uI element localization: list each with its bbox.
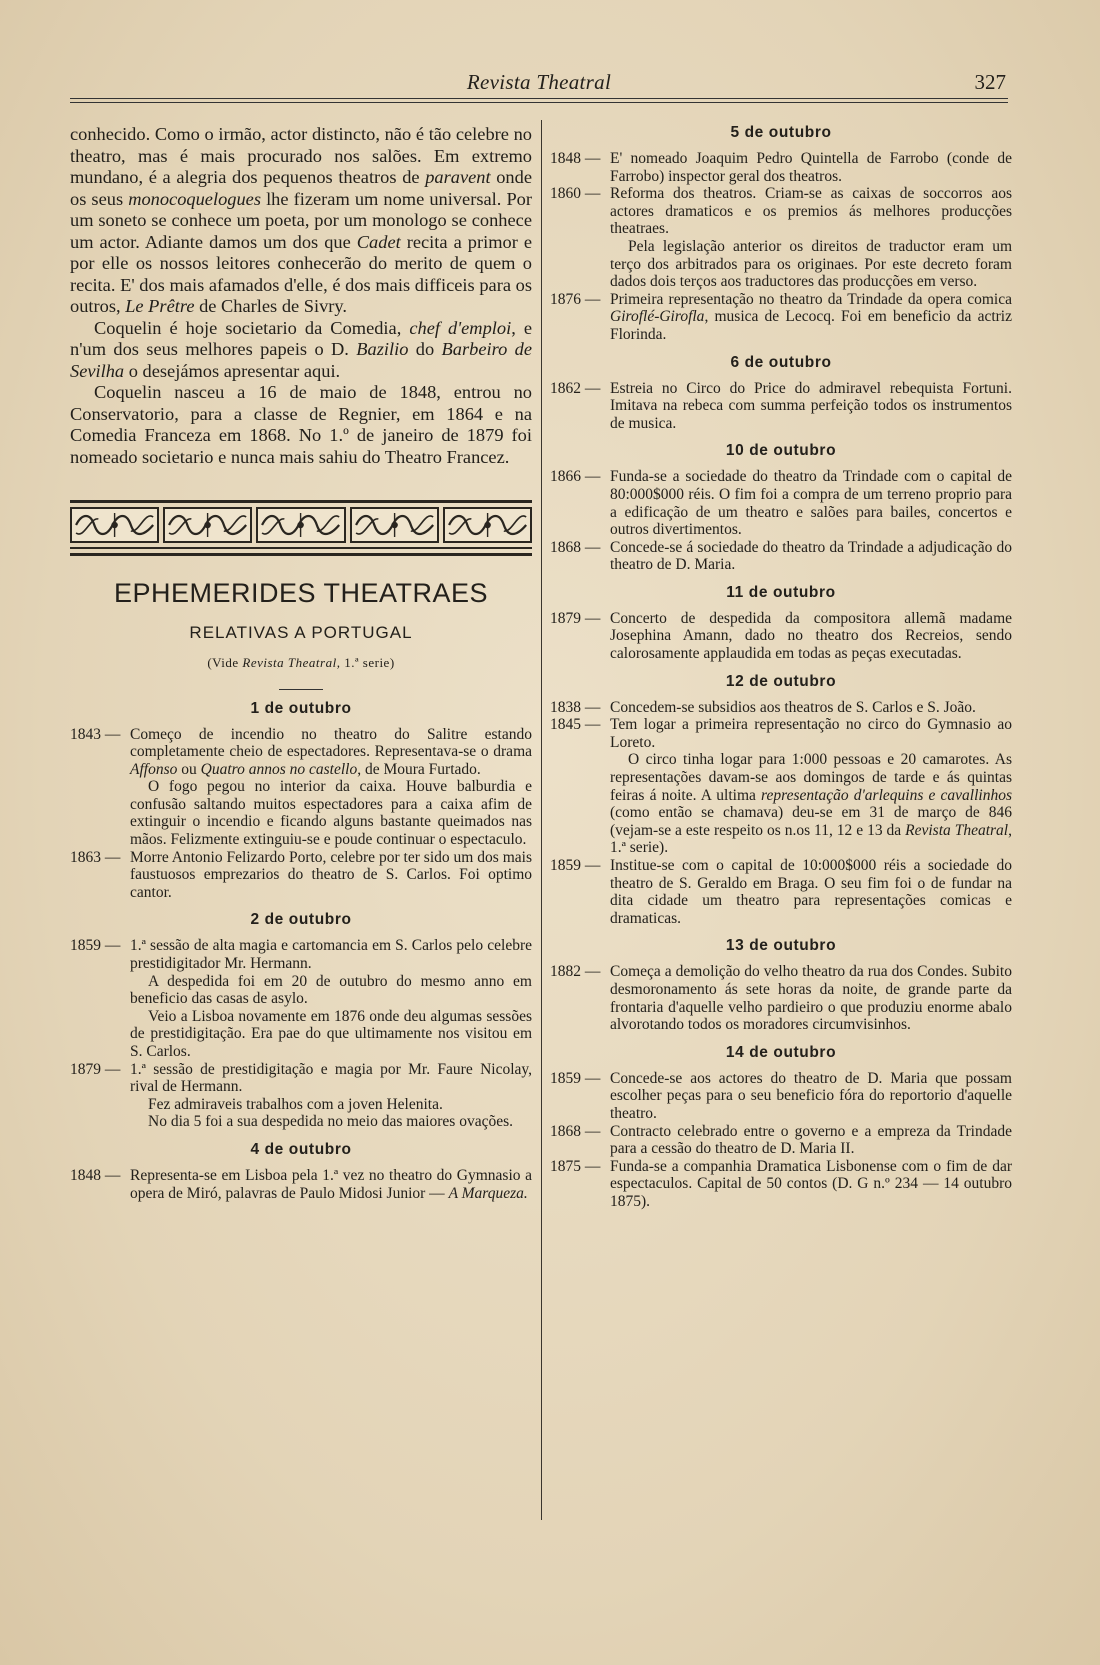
italic-text: Affonso	[130, 760, 178, 778]
text-run: , 1.ª serie).	[610, 821, 1012, 857]
text-run: Institue-se com o capital de 10:000$000 réis a sociedade do theatro de S. Geraldo em Braga. O seu fim foi o de fundar na dita cidade um theatro para representações comicas e dramaticas.	[610, 857, 1012, 927]
ephemeris-entry	[550, 468, 1012, 538]
entry-paragraph	[130, 973, 532, 1008]
entry-paragraph	[130, 778, 532, 848]
text-run: 1.ª sessão de alta magia e cartomancia em S. Carlos pelo celebre prestidigitador Mr. Hermann.	[130, 937, 532, 973]
entry-paragraph	[610, 963, 1012, 1033]
text-run: O fogo pegou no interior da caixa. Houve balburdia e confusão saltando muitos espectadores para a caixa afim de extinguir o incendio e ficando alguns bastante queimados nas mãos. Felizmente extinguiu-se e poude continuar o espectaculo.	[130, 778, 532, 849]
text-run: Coquelin nasceu a 16 de maio de 1848, entrou no Conservatorio, para a classe de Regnier, em 1864 e na Comedia Franceza em 1868. No 1.º de janeiro de 1879 foi nomeado societario e nunca mais sahiu do Theatro Francez.	[70, 382, 532, 467]
text-run: E' nomeado Joaquim Pedro Quintella de Farrobo (conde de Farrobo) inspector geral dos theatros.	[610, 150, 1012, 185]
ornament-fleuron-icon	[70, 507, 159, 543]
entry-text	[610, 1070, 1012, 1123]
text-run: O circo tinha logar para 1:000 pessoas e 20 camarotes. As representações davam-se aos domingos de tarde e ás quintas feiras á noite. A ultima	[610, 751, 1012, 804]
text-run: Fez admiraveis trabalhos com a joven Helenita.	[148, 1095, 443, 1113]
entry-text	[610, 857, 1012, 927]
ephemeris-entry	[550, 380, 1012, 433]
entry-text	[610, 150, 1012, 185]
text-run: recita a primor e por elle os nossos leitores conhecerão do merito de quem o recita. E' dos mais afamados d'elle, é dos mais difficeis para os outros,	[70, 231, 532, 316]
entry-year: 1848 —	[550, 150, 601, 167]
italic-text: Le Prêtre	[125, 296, 195, 316]
ephemerides-left	[70, 700, 532, 1203]
entry-text	[130, 1167, 532, 1202]
ephemeris-entry	[70, 726, 532, 849]
text-run: ou	[177, 760, 201, 778]
italic-text: Revista Theatral	[905, 821, 1009, 839]
entry-text	[610, 291, 1012, 344]
date-heading: 5 de outubro	[730, 124, 832, 141]
ephemeris-entry	[70, 937, 532, 1060]
date-heading: 10 de outubro	[725, 442, 837, 460]
entry-paragraph	[610, 699, 1012, 717]
text-run: Concerto de despedida da compositora allemã madame Josephina Amann, dado no theatro dos Recreios, sendo calorosamente applaudida em todas as peças executadas.	[610, 609, 1012, 663]
entry-paragraph	[610, 1158, 1012, 1211]
section-title: EPHEMERIDES THEATRAES	[113, 577, 489, 608]
entry-year: 1862 —	[550, 379, 601, 397]
italic-text: Giroflé-Girofla	[610, 308, 705, 326]
text-run: , e n'um dos seus melhores papeis o D.	[70, 317, 533, 359]
text-run: Representa-se em Lisboa pela 1.ª vez no theatro do Gymnasio a opera de Miró, palavras de Paulo Midosi Junior —	[130, 1166, 532, 1202]
text-run: Concedem-se subsidios aos theatros de S. Carlos e S. João.	[610, 698, 976, 716]
entry-paragraph	[130, 1096, 532, 1114]
text-run: do	[408, 339, 442, 359]
ephemeris-entry	[550, 185, 1012, 291]
italic-text: A Marqueza.	[448, 1184, 528, 1202]
entry-paragraph	[130, 1167, 532, 1202]
date-heading: 14 de outubro	[725, 1043, 837, 1061]
entry-year: 1875 —	[550, 1157, 601, 1175]
short-rule	[279, 689, 323, 690]
entry-paragraph	[610, 150, 1012, 185]
ornament-fleuron-icon	[443, 507, 532, 543]
entry-year: 1882 —	[550, 963, 601, 981]
entry-text	[130, 726, 532, 849]
date-heading: 6 de outubro	[730, 353, 832, 371]
ephemeris-entry	[550, 150, 1012, 185]
entry-text	[610, 380, 1012, 433]
entry-year: 1859 —	[550, 857, 601, 874]
entry-paragraph	[610, 291, 1012, 344]
entry-year: 1859 —	[550, 1069, 601, 1087]
text-run: (como então se chamava) deu-se em 31 de março de 846 (vejam-se a este respeito os n.os 11, 12 e 13 da	[610, 804, 1012, 839]
ephemeris-entry	[550, 1158, 1012, 1211]
entry-year: 1859 —	[70, 937, 121, 955]
entry-paragraph	[610, 610, 1012, 663]
date-heading: 2 de outubro	[250, 911, 352, 929]
text-run: , musica de Lecocq. Foi em beneficio da actriz Florinda.	[610, 308, 1012, 343]
text-run: Pela legislação anterior os direitos de traductor eram um terço dos arbitrados para os originaes. Por este decreto foram dados dois terços aos traductores das producções em verso.	[610, 237, 1012, 291]
entry-year: 1879 —	[550, 609, 601, 627]
entry-text	[610, 468, 1012, 538]
text-run: conhecido. Como o irmão, actor distincto, não é tão celebre no theatro, mas é mais procurado nos salões. Em extremo mundano, é a alegria dos pequenos theatros de	[70, 124, 532, 187]
entry-text	[610, 963, 1012, 1033]
entry-paragraph	[610, 1123, 1012, 1158]
ephemeris-entry	[550, 699, 1012, 717]
entry-year: 1876 —	[550, 290, 601, 308]
text-run: Morre Antonio Felizardo Porto, celebre por ter sido um dos mais faustuosos emprezarios do theatro de S. Carlos. Foi optimo cantor.	[130, 848, 532, 901]
date-heading: 1 de outubro	[250, 699, 352, 717]
text-run: Concede-se á sociedade do theatro da Trindade a adjudicação do theatro de D. Maria.	[610, 538, 1012, 574]
entry-paragraph	[610, 539, 1012, 574]
header-rule	[70, 98, 1008, 103]
text-run: A despedida foi em 20 de outubro do mesmo anno em beneficio das casas de asylo.	[130, 972, 532, 1008]
paragraph	[70, 318, 532, 383]
entry-paragraph	[130, 937, 532, 972]
text-run: lhe fizeram um nome universal. Por um soneto se conhece um poeta, por um monologo se conhece um actor. Adiante damos um dos que	[70, 188, 532, 252]
entry-year: 1860 —	[550, 185, 601, 203]
date-heading: 12 de outubro	[725, 672, 837, 690]
ephemeris-entry	[70, 1061, 532, 1131]
text-run: o desejámos apresentar aqui.	[124, 360, 341, 381]
entry-year: 1868 —	[550, 538, 601, 556]
entry-text	[610, 699, 1012, 717]
entry-paragraph	[610, 1070, 1012, 1123]
date-heading: 13 de outubro	[725, 937, 837, 955]
running-title: Revista Theatral	[466, 70, 612, 94]
text-run: Coquelin é hoje societario da Comedia,	[94, 317, 410, 338]
ephemeris-entry	[70, 1167, 532, 1202]
text-run: de Charles de Sivry.	[194, 296, 348, 316]
entry-paragraph	[610, 857, 1012, 927]
text-run: Funda-se a companhia Dramatica Lisbonense com o fim de dar espectaculos. Capital de 50 contos (D. G n.º 234 — 14 outubro 1875).	[610, 1157, 1012, 1210]
entry-paragraph	[610, 468, 1012, 538]
text-run: , de Moura Furtado.	[357, 760, 481, 778]
ornament-fleuron-icon	[256, 507, 345, 543]
entry-text	[610, 716, 1012, 857]
entry-paragraph	[610, 185, 1012, 238]
entry-paragraph	[610, 380, 1012, 433]
entry-paragraph	[130, 849, 532, 902]
italic-text: representação d'arlequins e cavallinhos	[761, 786, 1012, 804]
text-run: Concede-se aos actores do theatro de D. Maria que possam escolher peças para o seu beneficio fóra do reportorio d'aquelle theatro.	[610, 1069, 1012, 1122]
ephemeris-entry	[550, 857, 1012, 927]
entry-year: 1863 —	[70, 848, 121, 866]
date-heading: 11 de outubro	[726, 583, 836, 601]
text-run: Reforma dos theatros. Criam-se as caixas de soccorros aos actores dramaticos e os premios ás melhores producções theatraes.	[610, 185, 1012, 238]
entry-year: 1848 —	[70, 1166, 121, 1184]
text-run: Funda-se a sociedade do theatro da Trindade com o capital de 80:000$000 réis. O fim foi a compra de um terreno proprio para a edificação de um theatro e salões para bailes, concertos e outros divertimentos.	[610, 468, 1012, 539]
entry-paragraph	[610, 238, 1012, 291]
italic-text: Cadet	[356, 231, 401, 252]
entry-text	[130, 937, 532, 1060]
entry-paragraph	[610, 751, 1012, 857]
ephemeris-entry	[550, 539, 1012, 574]
text-run: Começo de incendio no theatro do Salitre estando completamente cheio de espectadores. Representava-se o drama	[130, 725, 532, 761]
column-divider	[541, 120, 542, 1520]
entry-text	[610, 1123, 1012, 1158]
ephemeris-entry	[550, 1123, 1012, 1158]
entry-year: 1845 —	[550, 716, 601, 734]
entry-year: 1838 —	[550, 698, 601, 716]
entry-text	[130, 1061, 532, 1131]
italic-text: paravent	[425, 167, 491, 187]
ornament-fleuron-icon	[163, 507, 252, 543]
text-run: onde os seus	[70, 167, 532, 209]
entry-year: 1879 —	[70, 1060, 121, 1078]
ephemeris-entry	[550, 291, 1012, 344]
left-column	[70, 124, 532, 1202]
text-run: 1.ª sessão de prestidigitação e magia por Mr. Faure Nicolay, rival de Hermann.	[130, 1060, 532, 1096]
date-heading: 4 de outubro	[250, 1140, 352, 1158]
text-run: Começa a demolição do velho theatro da rua dos Condes. Subito desmoronamento ás sete horas da noite, de grande parte da frontaria d'aquelle velho pardieiro o que produziu enorme abalo alvorotando todos os moradores circumvisinhos.	[610, 963, 1012, 1034]
entry-text	[610, 1158, 1012, 1211]
paragraph	[70, 124, 532, 318]
entry-year: 1866 —	[550, 468, 601, 486]
ornamental-divider	[70, 500, 532, 556]
italic-text: Barbeiro de Sevilha	[70, 339, 532, 381]
text-run: Contracto celebrado entre o governo e a empreza da Trindade para a cessão do theatro de D. Maria II.	[610, 1122, 1012, 1158]
entry-paragraph	[130, 726, 532, 779]
ephemeris-entry	[70, 849, 532, 902]
entry-paragraph	[130, 1008, 532, 1061]
ephemerides-right	[550, 124, 1012, 1211]
entry-year: 1868 —	[550, 1122, 601, 1140]
entry-text	[610, 610, 1012, 663]
article-text	[70, 124, 532, 468]
text-run: Tem logar a primeira representação no circo do Gymnasio ao Loreto.	[610, 716, 1012, 751]
ephemeris-entry	[550, 1070, 1012, 1123]
section-reference-note: (Vide Revista Theatral, 1.ª serie)	[207, 654, 395, 670]
ornament-fleuron-icon	[350, 507, 439, 543]
italic-text: Quatro annos no castello	[200, 760, 358, 778]
ephemeris-entry	[550, 610, 1012, 663]
italic-text: monocoquelogues	[128, 188, 261, 209]
text-run: Veio a Lisboa novamente em 1876 onde deu algumas sessões de prestidigitação. Era pae do que ultimamente nos visitou em S. Carlos.	[130, 1007, 532, 1060]
text-run: No dia 5 foi a sua despedida no meio das maiores ovações.	[148, 1113, 514, 1131]
italic-text: Bazilio	[356, 339, 409, 359]
entry-text	[130, 849, 532, 902]
page-number: 327	[974, 70, 1006, 94]
entry-paragraph	[130, 1113, 532, 1131]
ephemeris-entry	[550, 963, 1012, 1033]
page-header	[70, 68, 1008, 96]
entry-paragraph	[130, 1061, 532, 1096]
paragraph	[70, 382, 532, 468]
italic-text: chef d'emploi	[409, 317, 512, 338]
entry-text	[610, 185, 1012, 291]
ephemeris-entry	[550, 716, 1012, 857]
entry-text	[610, 539, 1012, 574]
right-column	[550, 124, 1012, 1211]
entry-paragraph	[610, 716, 1012, 751]
entry-year: 1843 —	[70, 725, 121, 743]
text-run: Primeira representação no theatro da Trindade da opera comica	[610, 290, 1012, 308]
text-run: Estreia no Circo do Price do admiravel rebequista Fortuni. Imitava na rebeca com summa perfeição todos os instrumentos de musica.	[610, 379, 1012, 432]
section-subtitle: RELATIVAS A PORTUGAL	[189, 622, 413, 642]
